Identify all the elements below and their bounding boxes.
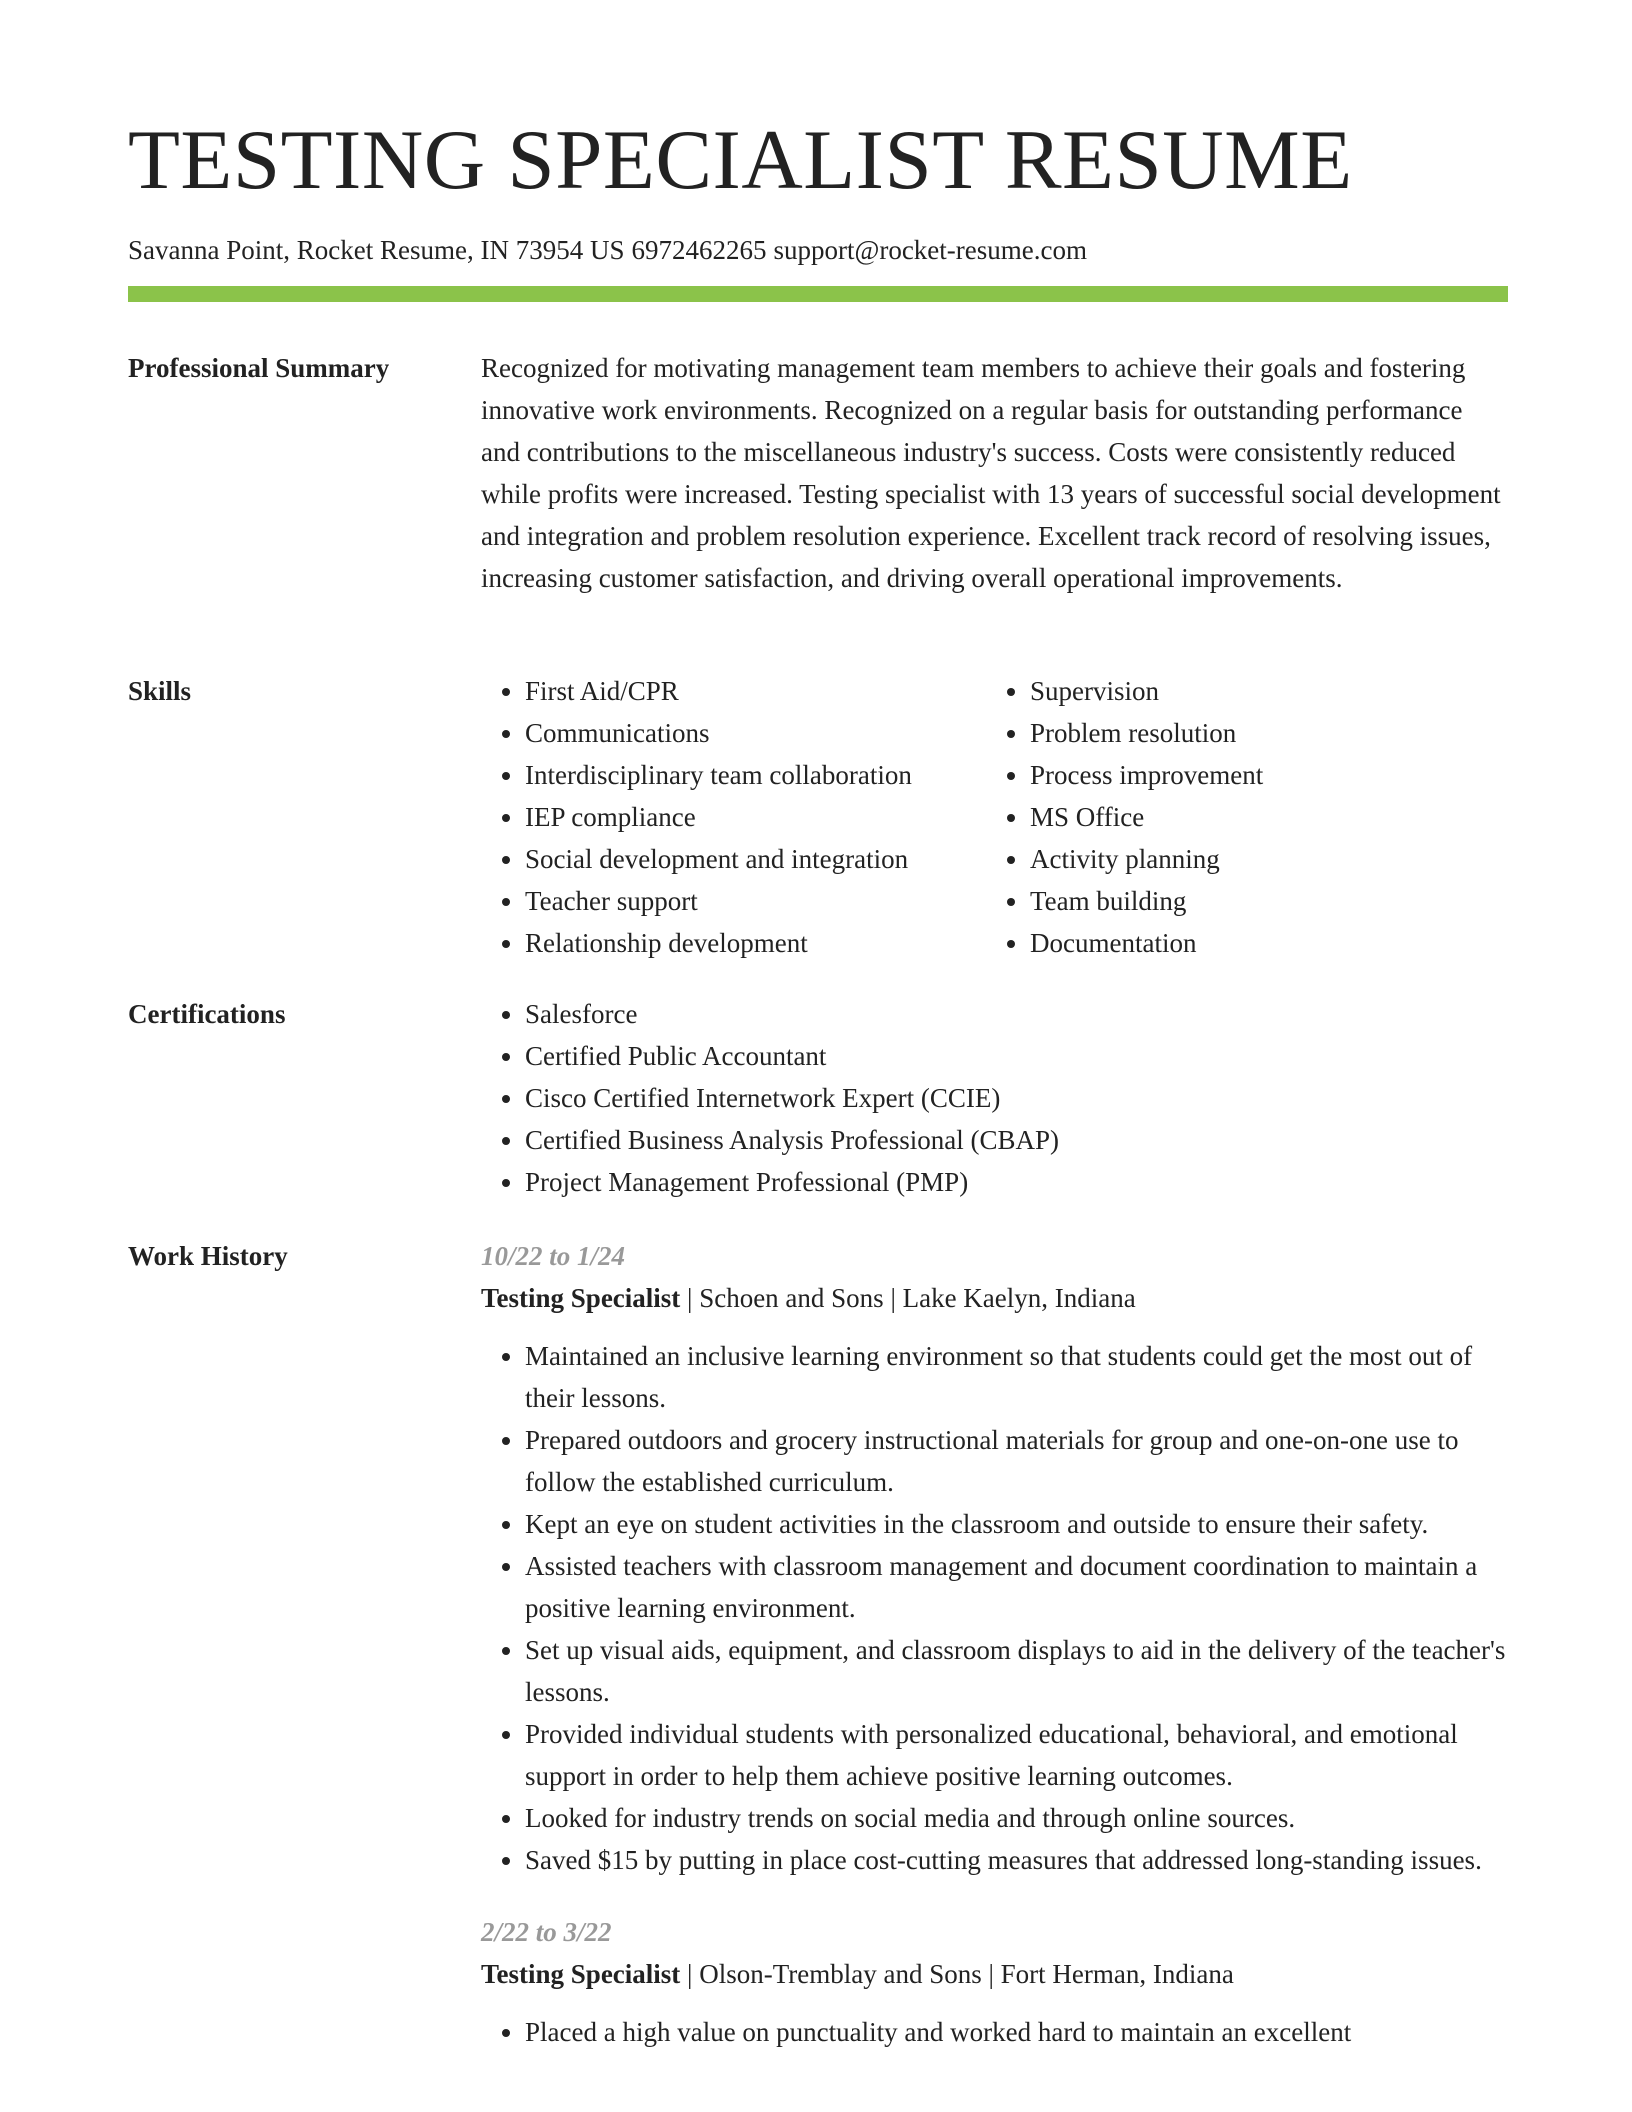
skill-item: • Process improvement <box>1030 754 1263 796</box>
skill-item: • Communications <box>525 712 986 754</box>
job-entry <box>481 1235 1508 1881</box>
job-bullet: • Prepared outdoors and grocery instructional materials for group and one-on-one use to follow the established curriculum. <box>525 1419 1508 1503</box>
summary-label: Professional Summary <box>128 353 390 383</box>
certifications-body <box>481 993 1508 1203</box>
skill-item: • Supervision <box>1030 670 1263 712</box>
job-heading <box>481 1953 1508 1995</box>
job-bullet: • Provided individual students with personalized educational, behavioral, and emotional support in order to help them achieve positive learning outcomes. <box>525 1713 1508 1797</box>
certification-item: • Certified Business Analysis Professional (CBAP) <box>525 1119 1508 1161</box>
skill-item: • First Aid/CPR <box>525 670 986 712</box>
certification-item: • Certified Public Accountant <box>525 1035 1508 1077</box>
skill-item: • Problem resolution <box>1030 712 1263 754</box>
work-history-body <box>481 1235 1508 2053</box>
job-details: | Olson-Tremblay and Sons | Fort Herman, Indiana <box>680 1959 1234 1989</box>
work-history-label: Work History <box>128 1241 288 1271</box>
skills-list-right <box>986 670 1263 964</box>
job-bullet: • Looked for industry trends on social media and through online sources. <box>525 1797 1508 1839</box>
job-bullet: • Placed a high value on punctuality and worked hard to maintain an excellent <box>525 2011 1508 2053</box>
job-bullet: • Assisted teachers with classroom management and document coordination to maintain a positive learning environment. <box>525 1545 1508 1629</box>
contact-line <box>128 232 1087 268</box>
job-heading <box>481 1277 1508 1319</box>
summary-body <box>481 347 1508 599</box>
resume-title: TESTING SPECIALIST RESUME <box>128 113 1353 207</box>
job-details: | Schoen and Sons | Lake Kaelyn, Indiana <box>680 1283 1136 1313</box>
skill-item: • Interdisciplinary team collaboration <box>525 754 986 796</box>
skill-item: • Activity planning <box>1030 838 1263 880</box>
skills-body <box>481 670 1508 964</box>
header-accent-rule <box>128 286 1508 302</box>
job-dates: 2/22 to 3/22 <box>481 1917 612 1947</box>
job-bullet: • Kept an eye on student activities in the classroom and outside to ensure their safety. <box>525 1503 1508 1545</box>
skill-item: • Relationship development <box>525 922 986 964</box>
skill-item: • Documentation <box>1030 922 1263 964</box>
certification-item: • Project Management Professional (PMP) <box>525 1161 1508 1203</box>
job-dates: 10/22 to 1/24 <box>481 1241 626 1271</box>
job-bullet: • Set up visual aids, equipment, and classroom displays to aid in the delivery of the teacher's lessons. <box>525 1629 1508 1713</box>
contact-email: support@rocket-resume.com <box>773 235 1087 265</box>
skill-item: • IEP compliance <box>525 796 986 838</box>
contact-address: Savanna Point, Rocket Resume, IN 73954 US <box>128 235 625 265</box>
skill-item: • Teacher support <box>525 880 986 922</box>
job-bullet: • Maintained an inclusive learning environment so that students could get the most out of their lessons. <box>525 1335 1508 1419</box>
skill-item: • MS Office <box>1030 796 1263 838</box>
certifications-label: Certifications <box>128 999 286 1029</box>
job-bullet: • Saved $15 by putting in place cost-cutting measures that addressed long-standing issues. <box>525 1839 1508 1881</box>
job-entry <box>481 1911 1508 2053</box>
job-title: Testing Specialist <box>481 1283 681 1313</box>
skills-list-left <box>481 670 986 964</box>
summary-text: Recognized for motivating management team members to achieve their goals and fostering innovative work environments. Recognized on a regular basis for outstanding performance and contributions to the miscellaneous industry's success. Costs were consistently reduced while profits were increased. Testing specialist with 13 years of successful social development and integration and problem resolution experience. Excellent track record of resolving issues, increasing customer satisfaction, and driving overall operational improvements. <box>481 353 1501 593</box>
certifications-list <box>481 993 1508 1203</box>
skills-label: Skills <box>128 676 192 706</box>
skill-item: • Social development and integration <box>525 838 986 880</box>
job-bullets <box>481 1335 1508 1881</box>
certification-item: • Salesforce <box>525 993 1508 1035</box>
job-title: Testing Specialist <box>481 1959 681 1989</box>
job-bullets <box>481 2011 1508 2053</box>
certification-item: • Cisco Certified Internetwork Expert (CCIE) <box>525 1077 1508 1119</box>
skill-item: • Team building <box>1030 880 1263 922</box>
contact-phone: 6972462265 <box>631 235 767 265</box>
